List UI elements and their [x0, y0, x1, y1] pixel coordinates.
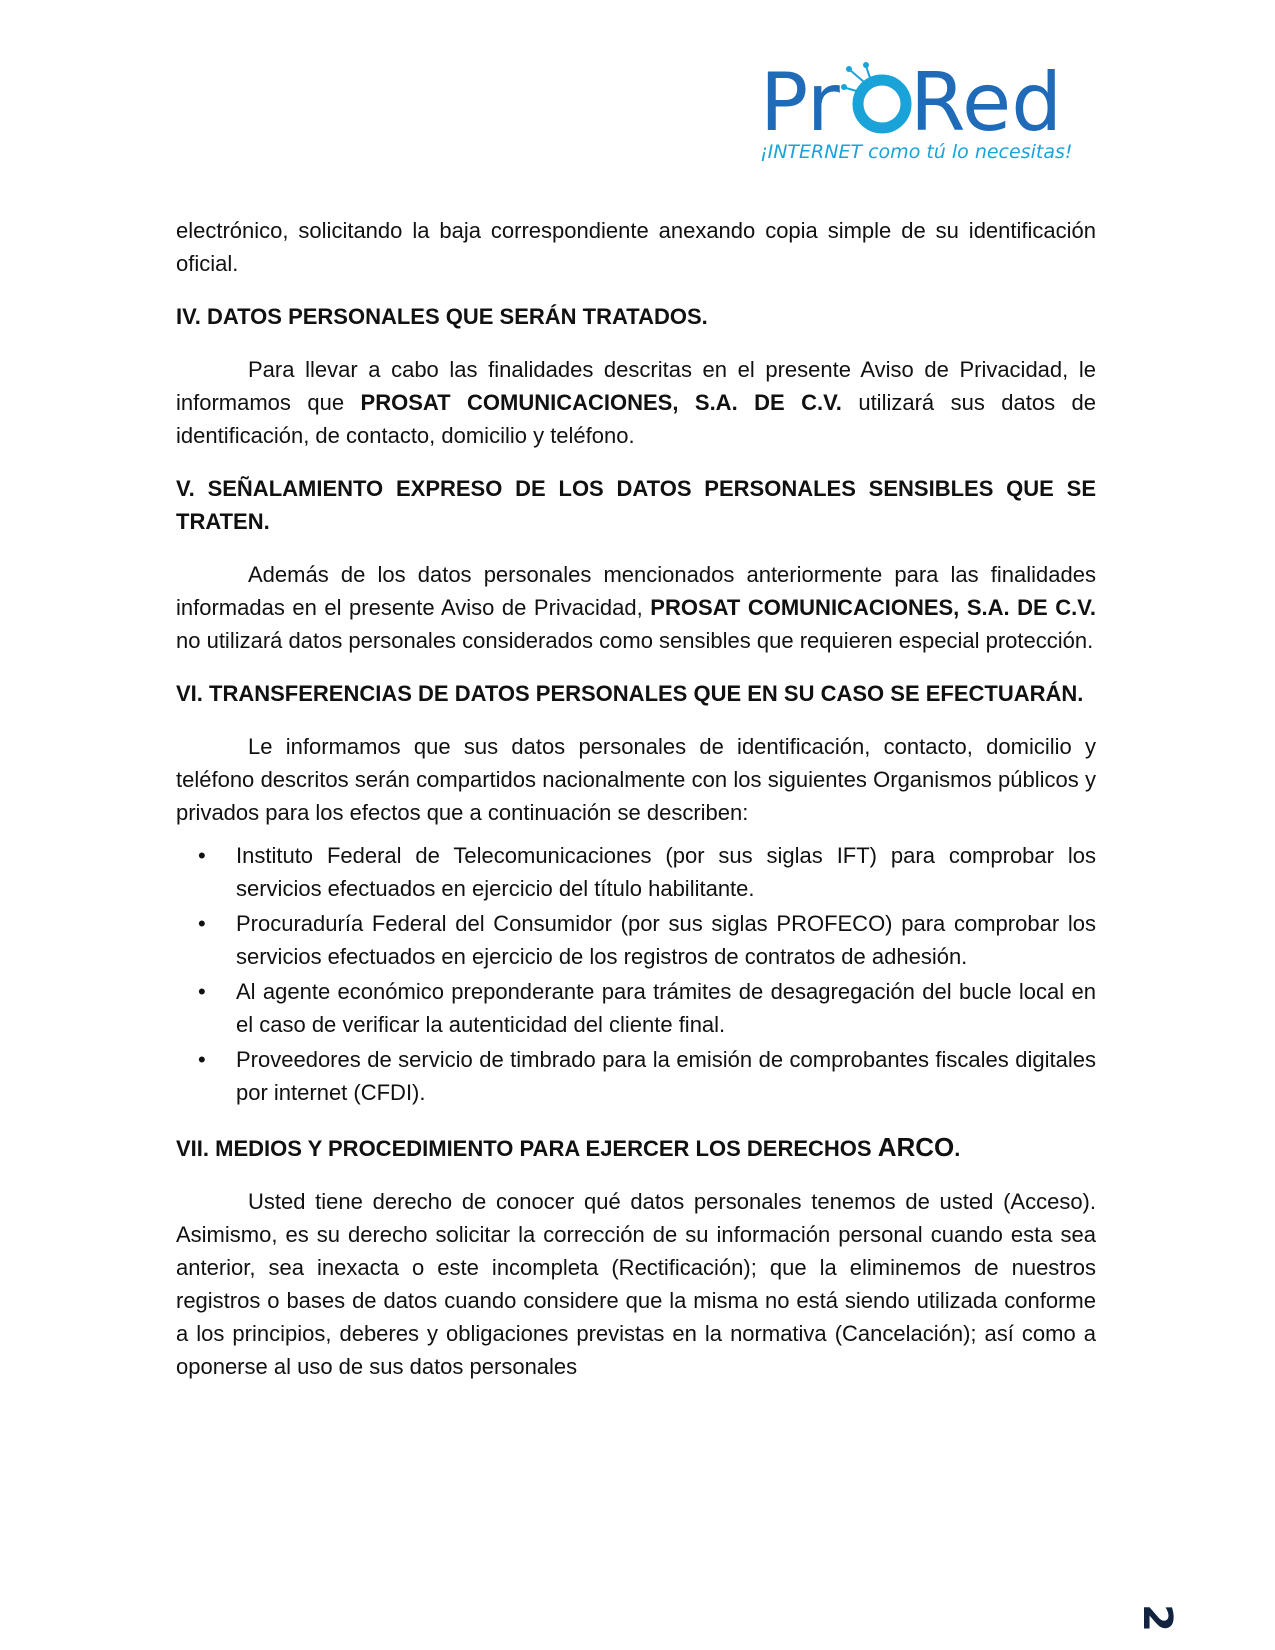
bullet-icon: • [198, 1047, 206, 1072]
logo-red: Red [910, 56, 1062, 149]
bullet-icon: • [198, 843, 206, 868]
intro-paragraph: electrónico, solicitando la baja correspondiente anexando copia simple de su identificación oficial. [176, 218, 1096, 276]
page-number [1106, 1598, 1180, 1638]
prored-logo-graphic [760, 56, 1105, 172]
list-item: • Instituto Federal de Telecomunicaciones (por sus siglas IFT) para comprobar los servicios efectuados en ejercicio del título habilitante. [176, 839, 1096, 905]
company-name: PROSAT COMUNICACIONES, S.A. DE C.V. [650, 595, 1097, 620]
bullet-icon: • [198, 911, 206, 936]
section-vi-paragraph: Le informamos que sus datos personales de identificación, contacto, domicilio y teléfono descritos serán compartidos nacionalmente con los siguientes Organismos públicos y privados para los efectos que a continuación se describen: [176, 734, 1096, 825]
transfer-list [176, 839, 1096, 1109]
logo-pr: Pr [760, 56, 840, 149]
section-iv-heading: IV. DATOS PERSONALES QUE SERÁN TRATADOS. [176, 304, 708, 329]
document-body [176, 214, 1096, 1383]
section-vii-heading: VII. MEDIOS Y PROCEDIMIENTO PARA EJERCER LOS DERECHOS ARCO. [176, 1132, 961, 1162]
arco-label: ARCO [877, 1132, 955, 1162]
section-v-heading: V. SEÑALAMIENTO EXPRESO DE LOS DATOS PERSONALES SENSIBLES QUE SE TRATEN. [176, 476, 1096, 534]
section-iv-paragraph: Para llevar a cabo las finalidades descritas en el presente Aviso de Privacidad, le informamos que PROSAT COMUNICACIONES, S.A. DE C.V. utilizará sus datos de identificación, de contacto, domicilio y teléfono. [176, 357, 1096, 448]
bullet-icon: • [198, 979, 206, 1004]
list-item: • Procuraduría Federal del Consumidor (por sus siglas PROFECO) para comprobar los servicios efectuados en ejercicio de los registros de contratos de adhesión. [176, 907, 1096, 973]
page-number-text: 2 [1134, 1604, 1180, 1632]
list-item: • Proveedores de servicio de timbrado para la emisión de comprobantes fiscales digitales por internet (CFDI). [176, 1043, 1096, 1109]
section-vi-heading: VI. TRANSFERENCIAS DE DATOS PERSONALES QUE EN SU CASO SE EFECTUARÁN. [176, 681, 1084, 706]
company-name: PROSAT COMUNICACIONES, S.A. DE C.V. [360, 390, 842, 415]
section-v-paragraph: Además de los datos personales mencionados anteriormente para las finalidades informadas en el presente Aviso de Privacidad, PROSAT COMUNICACIONES, S.A. DE C.V. no utilizará datos personales considerados como sensibles que requieren especial protección. [176, 562, 1097, 653]
logo-tagline: ¡INTERNET como tú lo necesitas! [760, 141, 1073, 163]
list-item: • Al agente económico preponderante para trámites de desagregación del bucle local en el caso de verificar la autenticidad del cliente final. [176, 975, 1096, 1041]
prored-logo [760, 56, 1105, 172]
section-vii-paragraph: Usted tiene derecho de conocer qué datos personales tenemos de usted (Acceso). Asimismo, es su derecho solicitar la corrección de su información personal cuando esta sea anterior, sea inexacta o este incompleta (Rectificación); que la eliminemos de nuestros registros o bases de datos cuando considere que la misma no está siendo utilizada conforme a los principios, deberes y obligaciones previstas en la normativa (Cancelación); así como a oponerse al uso de sus datos personales [176, 1189, 1096, 1379]
